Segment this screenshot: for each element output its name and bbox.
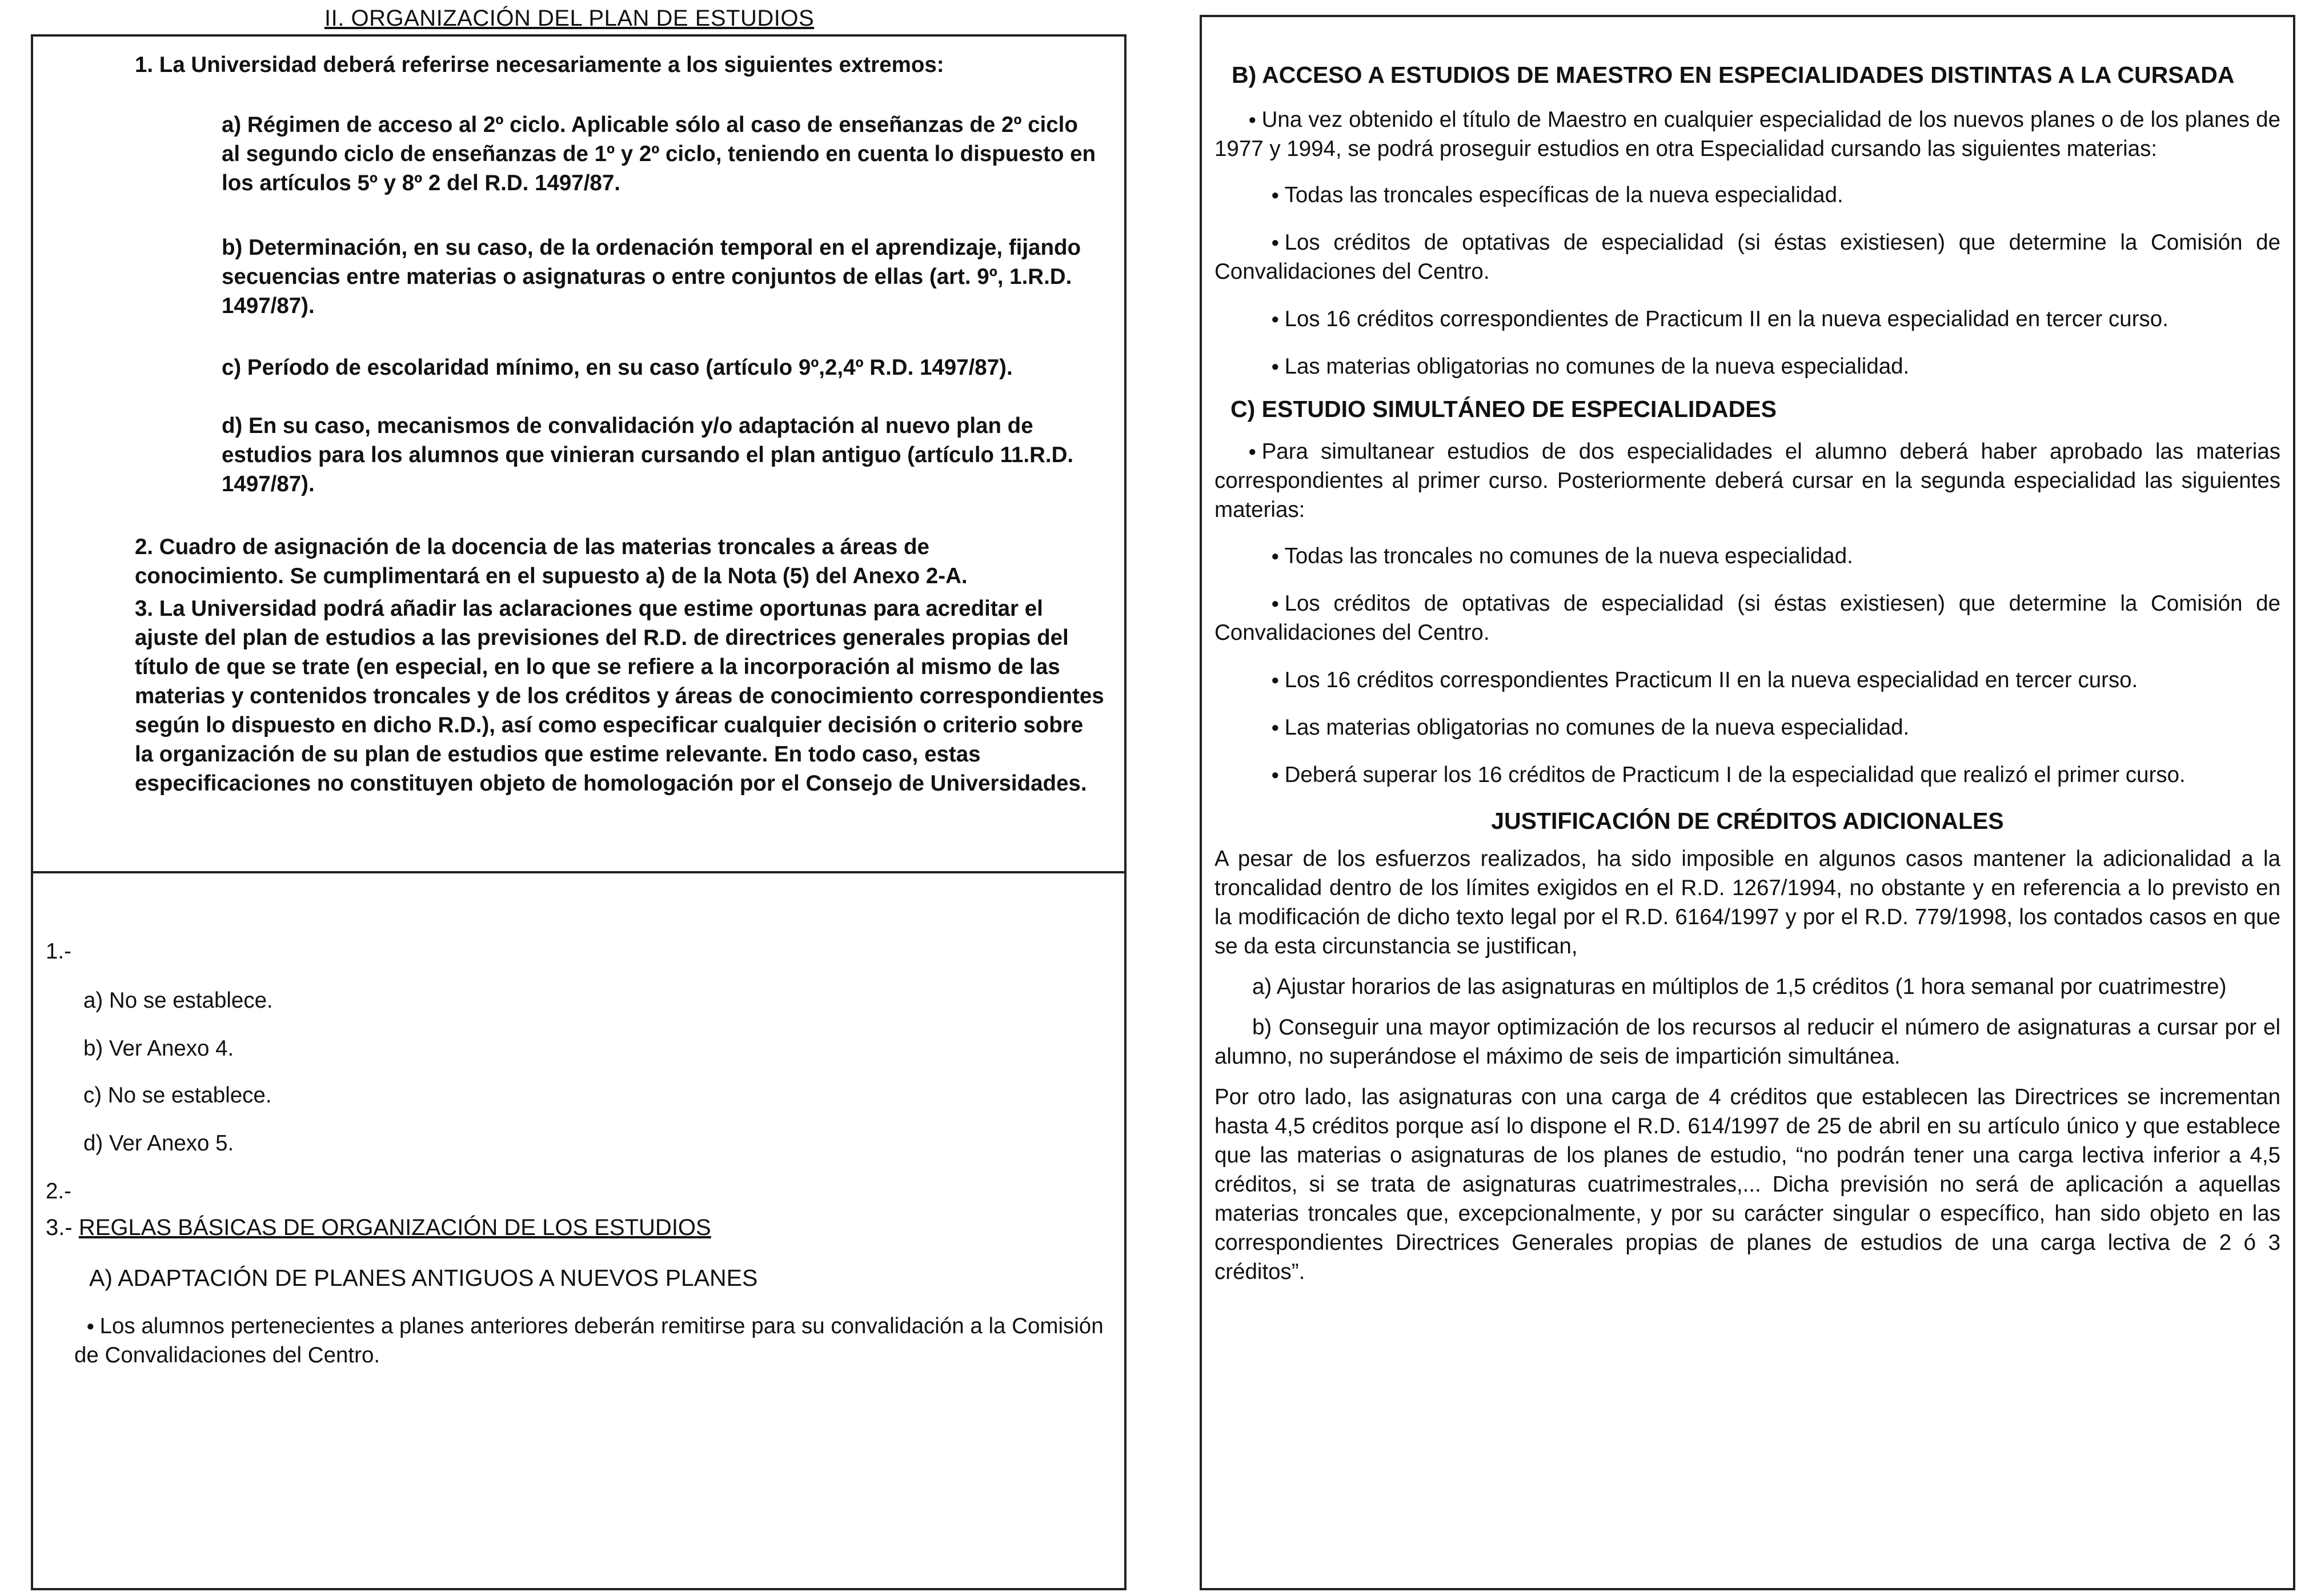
answer-1-number: 1.- — [46, 939, 71, 964]
section-c-item-5 — [1214, 760, 2280, 789]
answer-1a: a) No se establece. — [83, 988, 273, 1013]
instruction-item-1d: d) En su caso, mecanismos de convalidación y/o adaptación al nuevo plan de estudios para los alumnos que vinieran cursando el plan antiguo (artículo 11.R.D. 1497/87). — [222, 414, 1074, 496]
bullet-icon — [87, 1314, 100, 1338]
section-c-item-4 — [1214, 713, 2280, 742]
section-a-title: A) ADAPTACIÓN DE PLANES ANTIGUOS A NUEVOS PLANES — [89, 1265, 758, 1291]
bullet-icon — [1272, 763, 1285, 787]
section-c-item-4-text: Las materias obligatorias no comunes de la nueva especialidad. — [1284, 715, 1910, 740]
bullet-icon — [1249, 107, 1262, 132]
justification-item-b: b) Conseguir una mayor optimización de los recursos al reducir el número de asignaturas a cursar por el alumno, no superándose el máximo de seis de impartición simultánea. — [1214, 1015, 2280, 1069]
section-c-intro-text: Para simultanear estudios de dos especialidades el alumno deberá haber aprobado las materias correspondientes al primer curso. Posteriormente deberá cursar en la segunda especialidad las siguientes materias: — [1214, 439, 2280, 522]
justification-paragraph-2: Por otro lado, las asignaturas con una carga de 4 créditos que establecen las Directrices se incrementan hasta 4,5 créditos porque así lo dispone el R.D. 614/1997 de 25 de abril en su artículo único y que establece que las materias o asignaturas de los planes de estudio, “no podrán tener una carga lectiva inferior a 4,5 créditos, si se trata de asignaturas cuatrimestrales,... Dicha previsión no será de aplicación a aquellas materias troncales que, excepcionalmente, y por su carácter singular o específico, han sido objeto en las correspondientes Directrices Generales propias de planes de estudios de una carga lectiva de 2 ó 3 créditos”. — [1214, 1085, 2280, 1284]
section-c-intro — [1214, 437, 2280, 524]
bullet-icon — [1272, 230, 1285, 255]
answer-1b: b) Ver Anexo 4. — [83, 1036, 234, 1061]
section-c-item-1-text: Todas las troncales no comunes de la nueva especialidad. — [1284, 544, 1853, 568]
section-b-intro — [1214, 105, 2280, 163]
section-c-item-2 — [1214, 589, 2280, 647]
section-c-item-2-text: Los créditos de optativas de especialidad (si éstas existiesen) que determine la Comisión de Convalidaciones del Centro. — [1214, 591, 2280, 645]
section-b-item-3 — [1214, 304, 2280, 334]
justification-title: JUSTIFICACIÓN DE CRÉDITOS ADICIONALES — [1491, 808, 2004, 834]
page-title: II. ORGANIZACIÓN DEL PLAN DE ESTUDIOS — [324, 6, 815, 31]
bullet-icon — [1272, 307, 1285, 331]
section-b-item-2 — [1214, 228, 2280, 286]
section-b-item-1 — [1214, 181, 2280, 210]
instruction-item-1: 1. La Universidad deberá referirse necesariamente a los siguientes extremos: — [135, 53, 944, 77]
right-content — [1214, 59, 2280, 1286]
answer-2-number: 2.- — [46, 1179, 71, 1204]
section-b-intro-text: Una vez obtenido el título de Maestro en cualquier especialidad de los nuevos planes o de los planes de 1977 y 1994, se podrá proseguir estudios en otra Especialidad cursando las siguientes materias: — [1214, 107, 2280, 161]
section-c-item-3 — [1214, 665, 2280, 695]
section-b-title: B) ACCESO A ESTUDIOS DE MAESTRO EN ESPECIALIDADES DISTINTAS A LA CURSADA — [1232, 62, 2235, 88]
instruction-item-1c: c) Período de escolaridad mínimo, en su caso (artículo 9º,2,4º R.D. 1497/87). — [222, 355, 1013, 380]
instruction-item-3: 3. La Universidad podrá añadir las aclaraciones que estime oportunas para acreditar el ajuste del plan de estudios a las previsiones del R.D. de directrices generales propias del título de que se trate (en especial, en lo que se refiere a la incorporación al mismo de las materias y contenidos troncales y de los créditos y áreas de conocimiento correspondientes según lo dispuesto en dicho R.D.), así como especificar cualquier decisión o criterio sobre la organización de su plan de estudios que estime relevante. En todo caso, estas especificaciones no constituyen objeto de homologación por el Consejo de Universidades. — [135, 596, 1104, 796]
bullet-icon — [1249, 439, 1262, 464]
section-b-item-1-text: Todas las troncales específicas de la nueva especialidad. — [1284, 183, 1843, 207]
section-a-text — [74, 1312, 1111, 1370]
section-c-title: C) ESTUDIO SIMULTÁNEO DE ESPECIALIDADES — [1230, 396, 1777, 422]
left-box-divider — [31, 871, 1127, 873]
section-b-item-4-text: Las materias obligatorias no comunes de la nueva especialidad. — [1284, 354, 1910, 379]
bullet-icon — [1272, 544, 1285, 568]
bullet-icon — [1272, 183, 1285, 207]
bullet-icon — [1272, 668, 1285, 692]
bullet-icon — [1272, 591, 1285, 616]
instruction-item-1b: b) Determinación, en su caso, de la ordenación temporal en el aprendizaje, fijando secuencias entre materias o asignaturas o entre conjuntos de ellas (art. 9º, 1.R.D. 1497/87). — [222, 235, 1081, 318]
justification-paragraph-1: A pesar de los esfuerzos realizados, ha sido imposible en algunos casos mantener la adicionalidad a la troncalidad dentro de los límites exigidos en el R.D. 1267/1994, no obstante y en referencia a lo previsto en la modificación de dicho texto legal por el R.D. 6164/1997 y por el R.D. 779/1998, los contados casos en que se da esta circunstancia se justifican, — [1214, 847, 2280, 959]
section-b-item-3-text: Los 16 créditos correspondientes de Practicum II en la nueva especialidad en tercer curso. — [1284, 307, 2168, 331]
section-c-item-5-text: Deberá superar los 16 créditos de Practicum I de la especialidad que realizó el primer curso. — [1284, 763, 2186, 787]
justification-item-a: a) Ajustar horarios de las asignaturas en múltiplos de 1,5 créditos (1 hora semanal por cuatrimestre) — [1252, 975, 2227, 999]
instruction-item-1a: a) Régimen de acceso al 2º ciclo. Aplicable sólo al caso de enseñanzas de 2º ciclo al segundo ciclo de enseñanzas de 1º y 2º ciclo, teniendo en cuenta lo dispuesto en los artículos 5º y 8º 2 del R.D. 1497/87. — [222, 113, 1096, 195]
answer-1c: c) No se establece. — [83, 1083, 272, 1108]
section-b-item-4 — [1214, 352, 2280, 381]
answer-3-number: 3.- — [46, 1215, 73, 1240]
answer-1d: d) Ver Anexo 5. — [83, 1131, 234, 1156]
section-c-item-3-text: Los 16 créditos correspondientes Practicum II en la nueva especialidad en tercer curso. — [1284, 668, 2138, 692]
answer-3-title: REGLAS BÁSICAS DE ORGANIZACIÓN DE LOS ESTUDIOS — [78, 1215, 711, 1240]
section-b-item-2-text: Los créditos de optativas de especialidad (si éstas existiesen) que determine la Comisión de Convalidaciones del Centro. — [1214, 230, 2280, 284]
bullet-icon — [1272, 354, 1285, 379]
instruction-item-2: 2. Cuadro de asignación de la docencia de las materias troncales a áreas de conocimiento. Se cumplimentará en el supuesto a) de la Nota (5) del Anexo 2-A. — [135, 535, 968, 588]
section-c-item-1 — [1214, 542, 2280, 571]
section-a-text-body: Los alumnos pertenecientes a planes anteriores deberán remitirse para su convalidación a la Comisión de Convalidaciones del Centro. — [74, 1314, 1104, 1368]
bullet-icon — [1272, 715, 1285, 740]
answer-3-heading — [46, 1212, 711, 1243]
